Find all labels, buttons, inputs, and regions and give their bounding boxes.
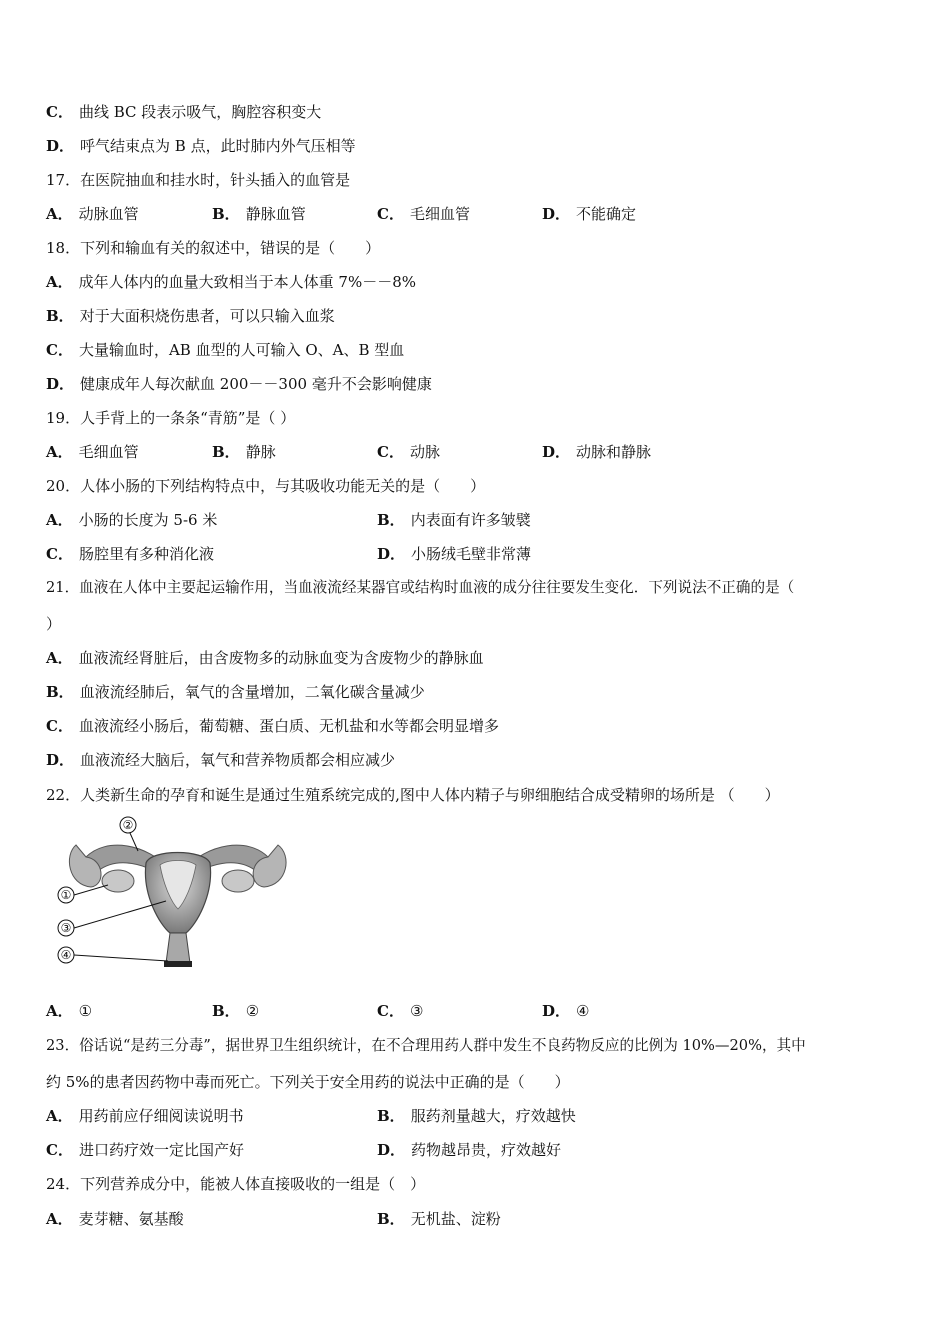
q18-option-b: B． 对于大面积烧伤患者，可以只输入血浆 [46, 307, 335, 325]
q17-option-a: A． 动脉血管 [46, 205, 139, 223]
q24-option-a: A． 麦芽糖、氨基酸 [46, 1210, 184, 1228]
q21-option-c: C． 血液流经小肠后，葡萄糖、蛋白质、无机盐和水等都会明显增多 [46, 717, 499, 735]
q21-option-d: D． 血液流经大脑后，氧气和营养物质都会相应减少 [46, 751, 396, 769]
q19-option-c: C． 动脉 [377, 443, 440, 461]
q17-option-b: B． 静脉血管 [212, 205, 306, 223]
figure-label-3: ③ [60, 921, 72, 935]
q21-option-a: A． 血液流经肾脏后，由含废物多的动脉血变为含废物少的静脉血 [46, 649, 484, 667]
q16-option-c: C． 曲线 BC 段表示吸气，胸腔容积变大 [46, 103, 322, 121]
q23-option-a: A． 用药前应仔细阅读说明书 [46, 1107, 244, 1125]
q20-stem: 20．人体小肠的下列结构特点中，与其吸收功能无关的是（ ） [46, 477, 486, 495]
q22-option-a: A． ① [46, 1002, 93, 1020]
q17-option-c: C． 毛细血管 [377, 205, 470, 223]
q19-option-a: A． 毛细血管 [46, 443, 139, 461]
q20-option-d: D． 小肠绒毛壁非常薄 [377, 545, 532, 563]
q17-stem: 17．在医院抽血和挂水时，针头插入的血管是 [46, 171, 351, 189]
vagina [166, 933, 190, 963]
q18-option-a: A． 成年人体内的血量大致相当于本人体重 7%－－8% [46, 273, 417, 291]
q21-stem-line1: 21．血液在人体中主要起运输作用，当血液流经某器官或结构时血液的成分往往要发生变化．下列说法不正确的是（ [46, 579, 795, 596]
q21-stem-line2: ） [46, 615, 62, 633]
q19-option-b: B． 静脉 [212, 443, 276, 461]
q23-stem-line1: 23．俗话说“是药三分毒”，据世界卫生组织统计，在不合理用药人群中发生不良药物反应的比例为 10%—20%，其中 [46, 1037, 806, 1054]
figure-label-1: ① [60, 888, 72, 902]
q22-option-d: D． ④ [542, 1002, 590, 1020]
q24-stem: 24．下列营养成分中，能被人体直接吸收的一组是（ ） [46, 1175, 426, 1193]
q20-option-c: C． 肠腔里有多种消化液 [46, 545, 214, 563]
q23-option-b: B． 服药剂量越大，疗效越快 [377, 1107, 576, 1125]
right-ovary [222, 870, 254, 892]
q20-option-a: A． 小肠的长度为 5-6 米 [46, 511, 218, 529]
q19-option-d: D． 动脉和静脉 [542, 443, 652, 461]
q23-option-d: D． 药物越昂贵，疗效越好 [377, 1141, 562, 1159]
female-reproductive-system-diagram [46, 815, 308, 985]
q23-option-c: C． 进口药疗效一定比国产好 [46, 1141, 244, 1159]
figure-label-2: ② [122, 818, 134, 832]
q23-stem-line2: 约 5%的患者因药物中毒而死亡。下列关于安全用药的说法中正确的是（ ） [46, 1073, 570, 1091]
q18-option-c: C． 大量输血时，AB 血型的人可输入 O、A、B 型血 [46, 341, 405, 359]
q24-option-b: B． 无机盐、淀粉 [377, 1210, 501, 1228]
q19-stem: 19．人手背上的一条条“青筋”是（ ） [46, 409, 296, 427]
q18-option-d: D． 健康成年人每次献血 200－－300 毫升不会影响健康 [46, 375, 432, 393]
q20-option-b: B． 内表面有许多皱襞 [377, 511, 531, 529]
q18-stem: 18．下列和输血有关的叙述中，错误的是（ ） [46, 239, 381, 257]
figure-label-4: ④ [60, 948, 72, 962]
q16-option-d: D． 呼气结束点为 B 点，此时肺内外气压相等 [46, 137, 356, 155]
q21-option-b: B． 血液流经肺后，氧气的含量增加，二氧化碳含量减少 [46, 683, 425, 701]
q22-stem: 22．人类新生命的孕育和诞生是通过生殖系统完成的,图中人体内精子与卵细胞结合成受精卵的场所是 （ ） [46, 786, 780, 804]
q22-option-b: B． ② [212, 1002, 260, 1020]
left-ovary [102, 870, 134, 892]
q17-option-d: D． 不能确定 [542, 205, 637, 223]
q22-option-c: C． ③ [377, 1002, 424, 1020]
